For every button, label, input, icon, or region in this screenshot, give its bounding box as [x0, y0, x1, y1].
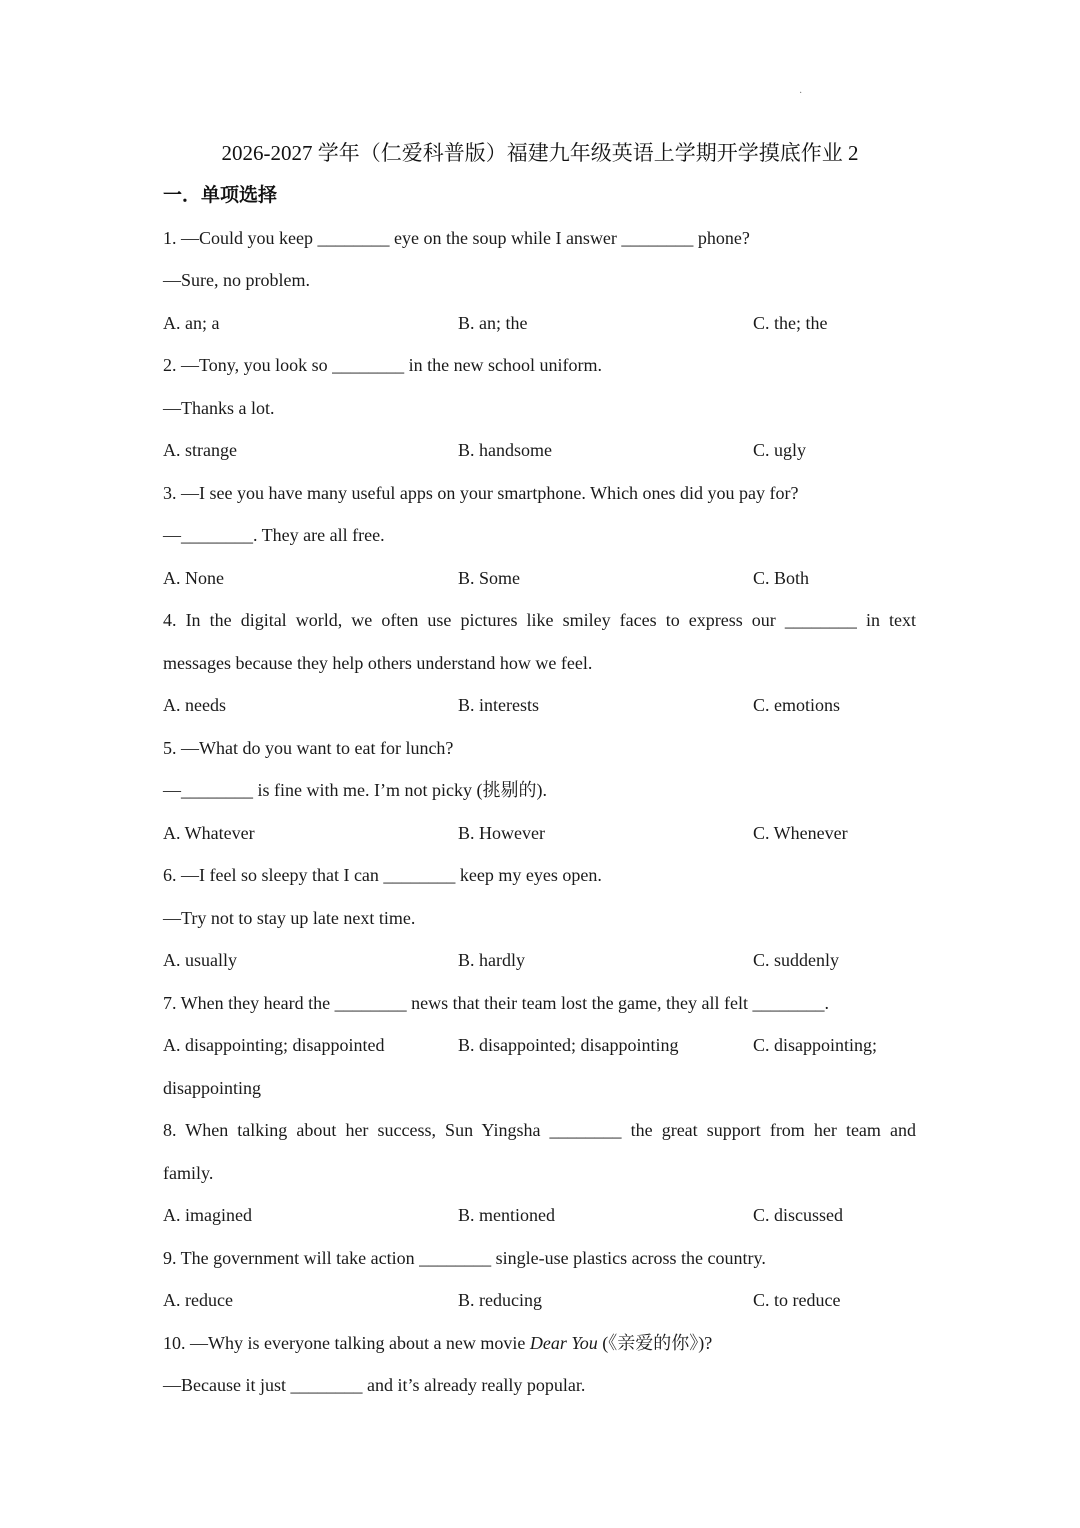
question-6-option-c: C. suddenly — [753, 950, 840, 970]
question-6-option-a: A. usually — [163, 950, 237, 970]
question-5-option-a: A. Whatever — [163, 823, 255, 843]
section-heading: 一．单项选择 — [163, 184, 278, 206]
question-7-option-c-continued: disappointing — [163, 1078, 261, 1098]
header-mark: · — [799, 88, 803, 99]
question-6-stem: 6. —I feel so sleepy that I can ________ keep my eyes open. — [163, 865, 602, 885]
question-3-stem: 3. —I see you have many useful apps on your smartphone. Which ones did you pay for? — [163, 483, 799, 503]
question-4-option-a: A. needs — [163, 695, 226, 715]
question-7-option-c: C. disappointing; — [753, 1035, 878, 1055]
page-title: 2026-2027 学年（仁爱科普版）福建九年级英语上学期开学摸底作业 2 — [221, 141, 859, 165]
question-4-stem: 4. In the digital world, we often use pictures like smiley faces to express our ________ in text — [163, 610, 916, 630]
question-8-stem: 8. When talking about her success, Sun Yingsha ________ the great support from her team and — [163, 1120, 916, 1140]
question-1-option-b: B. an; the — [458, 313, 528, 333]
question-5-stem: 5. —What do you want to eat for lunch? — [163, 738, 454, 758]
question-8-option-a: A. imagined — [163, 1205, 252, 1225]
question-1-option-a: A. an; a — [163, 313, 220, 333]
question-2-option-a: A. strange — [163, 440, 237, 460]
question-10-reply: —Because it just ________ and it’s already really popular. — [163, 1375, 586, 1395]
question-10-stem-before: 10. —Why is everyone talking about a new movie — [163, 1333, 530, 1353]
movie-title: Dear You — [529, 1333, 598, 1353]
question-9-option-a: A. reduce — [163, 1290, 233, 1310]
question-8-option-b: B. mentioned — [458, 1205, 555, 1225]
question-7-option-a: A. disappointing; disappointed — [163, 1035, 385, 1055]
question-1-option-c: C. the; the — [753, 313, 828, 333]
question-10-stem — [163, 1331, 923, 1355]
question-7-stem: 7. When they heard the ________ news that their team lost the game, they all felt ________. — [163, 993, 829, 1013]
question-2-reply: —Thanks a lot. — [163, 398, 275, 418]
question-6-reply: —Try not to stay up late next time. — [163, 908, 416, 928]
question-9-stem: 9. The government will take action ________ single-use plastics across the country. — [163, 1248, 766, 1268]
question-5-option-c: C. Whenever — [753, 823, 848, 843]
question-5-option-b: B. However — [458, 823, 545, 843]
question-2-option-b: B. handsome — [458, 440, 552, 460]
question-3-reply: —________. They are all free. — [163, 525, 385, 545]
question-3-option-b: B. Some — [458, 568, 521, 588]
question-9-option-c: C. to reduce — [753, 1290, 841, 1310]
question-8-stem-continued: family. — [163, 1163, 214, 1183]
question-9-option-b: B. reducing — [458, 1290, 542, 1310]
question-2-stem: 2. —Tony, you look so ________ in the new school uniform. — [163, 355, 603, 375]
question-10-stem-after: (《亲爱的你》)? — [597, 1333, 713, 1353]
question-6-option-b: B. hardly — [458, 950, 525, 970]
question-4-option-b: B. interests — [458, 695, 539, 715]
question-3-option-c: C. Both — [753, 568, 810, 588]
question-8-option-c: C. discussed — [753, 1205, 843, 1225]
question-3-option-a: A. None — [163, 568, 224, 588]
question-1-stem: 1. —Could you keep ________ eye on the soup while I answer ________ phone? — [163, 228, 750, 248]
question-4-stem-continued: messages because they help others understand how we feel. — [163, 653, 593, 673]
question-2-option-c: C. ugly — [753, 440, 807, 460]
question-1-reply: —Sure, no problem. — [163, 270, 310, 290]
question-5-reply: —________ is fine with me. I’m not picky (挑剔的). — [163, 780, 547, 800]
question-7-option-b: B. disappointed; disappointing — [458, 1035, 679, 1055]
question-4-option-c: C. emotions — [753, 695, 841, 715]
